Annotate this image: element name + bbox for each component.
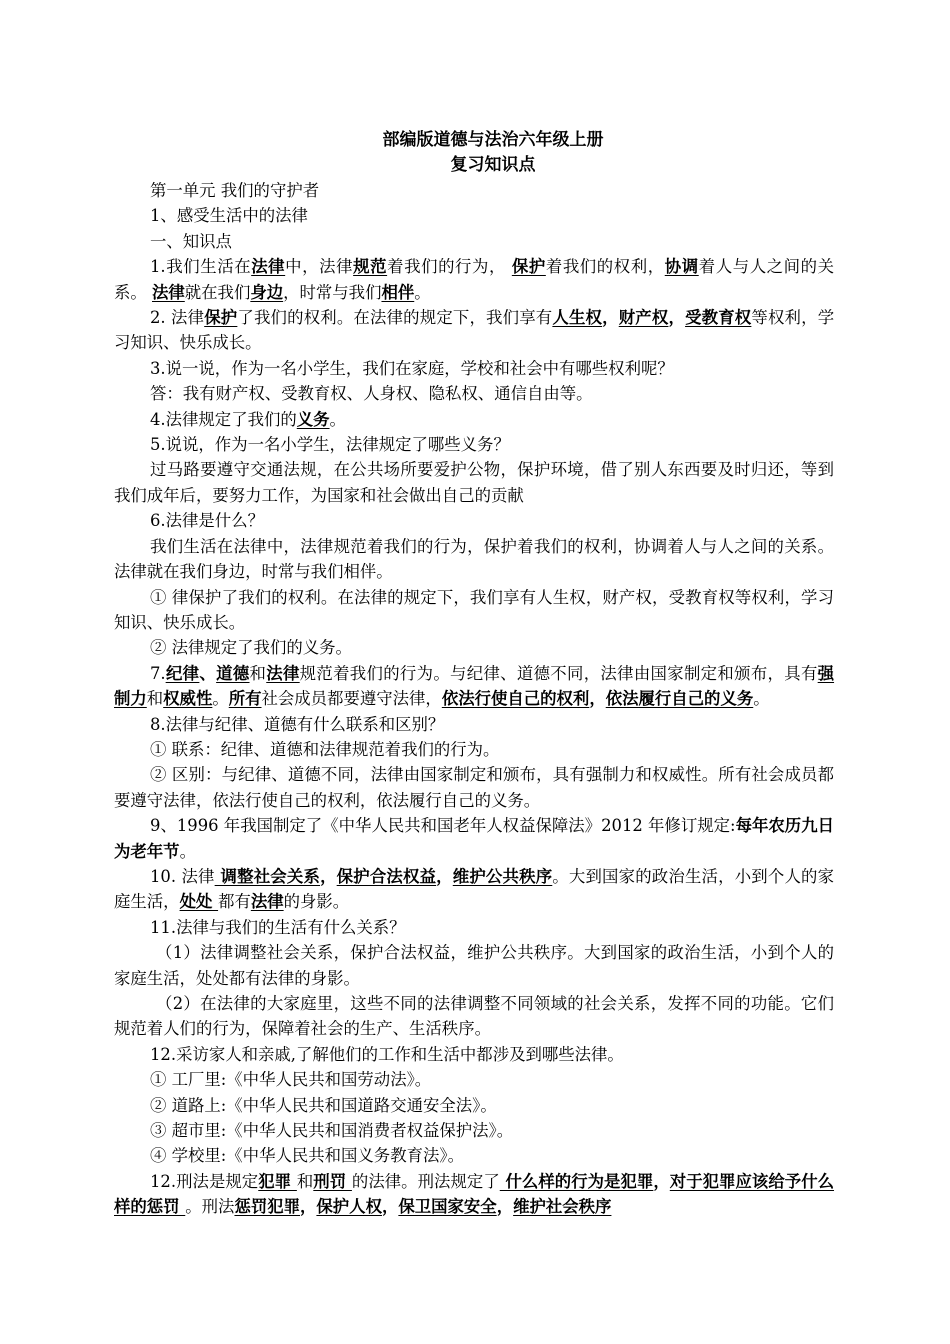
point-4: 4.法律规定了我们的义务。 [150, 409, 346, 429]
point-8: 8.法律与纪律、道德有什么联系和区别？ [150, 714, 445, 734]
point-6-item-2: ② 法律规定了我们的义务。 [150, 638, 352, 658]
point-5-answer: 过马路要遵守交通法规，在公共场所要爱护公物，保护环境，借了别人东西要及时归还，等到我们成年后，要努力工作，为国家和社会做出自己的贡献 [114, 460, 834, 505]
doc-title: 部编版道德与法治六年级上册 [382, 130, 604, 150]
point-12-item-1: ① 工厂里:《中华人民共和国劳动法》。 [150, 1070, 432, 1090]
point-7: 7.纪律、道德和法律规范着我们的行为。与纪律、道德不同，法律由国家制定和颁布，具有强制力和权威性。所有社会成员都要遵守法律，依法行使自己的权利，依法履行自己的义务。 [114, 663, 835, 709]
point-8-item-2: ② 区别：与纪律、道德不同，法律由国家制定和颁布，具有强制力和权威性。所有社会成员都要遵守法律，依法行使自己的权利，依法履行自己的义务。 [114, 765, 834, 810]
point-3: 3.说一说，作为一名小学生，我们在家庭，学校和社会中有哪些权利呢？ [150, 358, 674, 378]
point-1: 1.我们生活在法律中，法律规范着我们的行为， 保护着我们的权利，协调着人与人之间的关系。 法律就在我们身边，时常与我们相伴。 [114, 257, 835, 302]
point-12-item-4: ④ 学校里:《中华人民共和国义务教育法》。 [150, 1146, 464, 1166]
point-3-answer: 答：我有财产权、受教育权、人身权、隐私权、通信自由等。 [150, 384, 593, 404]
point-12: 12.采访家人和亲戚,了解他们的工作和生活中都涉及到哪些法律。 [150, 1044, 624, 1064]
unit-heading: 第一单元 我们的守护者 [150, 181, 320, 200]
point-12-item-2: ② 道路上:《中华人民共和国道路交通安全法》。 [150, 1095, 497, 1115]
point-11-item-2: （2）在法律的大家庭里，这些不同的法律调整不同领域的社会关系，发挥不同的功能。它们规范着人们的行为，保障着社会的生产、生活秩序。 [114, 994, 834, 1039]
point-8-item-1: ① 联系：纪律、道德和法律规范着我们的行为。 [150, 739, 500, 759]
point-6-item-1: ① 律保护了我们的权利。在法律的规定下，我们享有人生权，财产权，受教育权等权利，学习知识、快乐成长。 [114, 587, 834, 632]
point-13: 12.刑法是规定犯罪 和刑罚 的法律。刑法规定了 什么样的行为是犯罪，对于犯罪应该给予什么样的惩罚 。刑法惩罚犯罪，保护人权，保卫国家安全，维护社会秩序 [114, 1171, 835, 1217]
point-6: 6.法律是什么？ [150, 511, 264, 531]
point-5: 5.说说，作为一名小学生，法律规定了哪些义务？ [150, 435, 510, 455]
point-11-item-1: （1）法律调整社会关系，保护合法权益，维护公共秩序。大到国家的政治生活，小到个人的家庭生活，处处都有法律的身影。 [114, 943, 834, 988]
point-11: 11.法律与我们的生活有什么关系？ [150, 917, 406, 937]
point-12-item-3: ③ 超市里:《中华人民共和国消费者权益保护法》。 [150, 1121, 514, 1141]
point-6-answer: 我们生活在法律中，法律规范着我们的行为，保护着我们的权利，协调着人与人之间的关系。法律就在我们身边，时常与我们相伴。 [114, 536, 834, 582]
point-9: 9、1996 年我国制定了《中华人民共和国老年人权益保障法》2012 年修订规定:每年农历九日为老年节。 [114, 816, 835, 861]
section-heading: 一、知识点 [150, 231, 232, 251]
doc-body [114, 178, 834, 1220]
doc-subtitle: 复习知识点 [450, 155, 536, 175]
lesson-heading: 1、感受生活中的法律 [150, 206, 308, 226]
point-10: 10. 法律 调整社会关系，保护合法权益，维护公共秩序。大到国家的政治生活，小到个人的家庭生活，处处 都有法律的身影。 [114, 866, 835, 912]
point-2: 2. 法律保护了我们的权利。在法律的规定下，我们享有人生权，财产权，受教育权等权利，学习知识、快乐成长。 [114, 308, 835, 353]
